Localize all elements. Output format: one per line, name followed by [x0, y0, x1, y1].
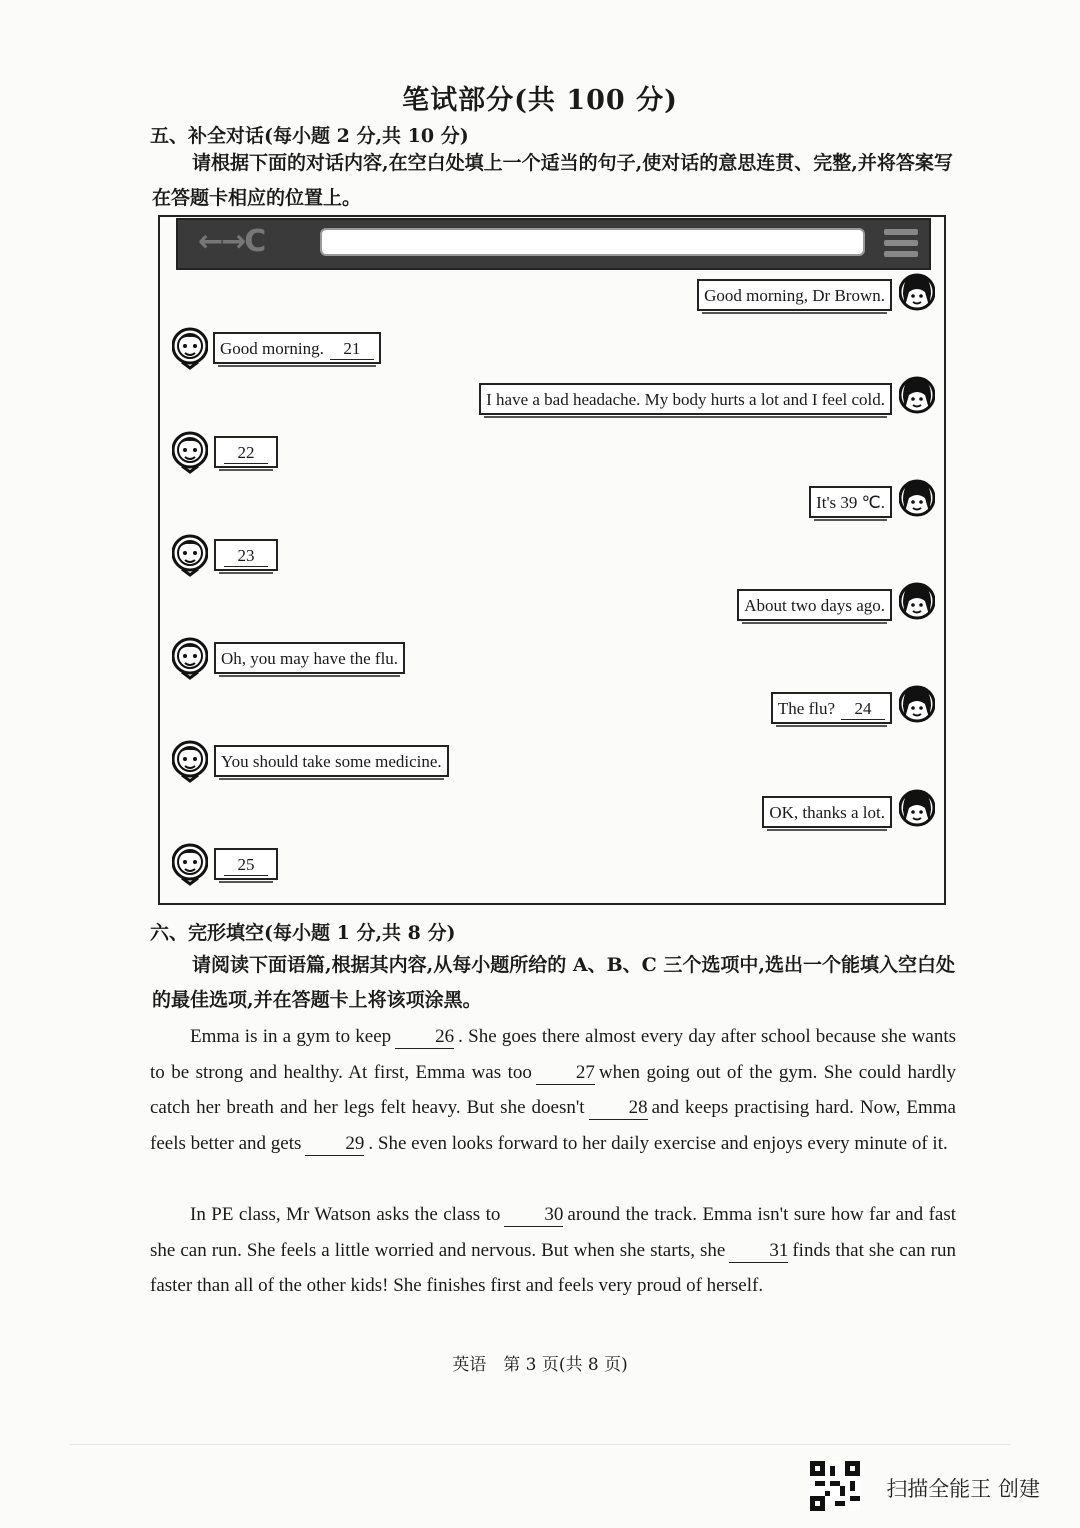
- patient-avatar-icon: [899, 375, 935, 419]
- patient-avatar-icon: [899, 478, 935, 522]
- doctor-avatar-icon: [172, 842, 208, 886]
- section6-instruction: 请阅读下面语篇,根据其内容,从每小题所给的 A、B、C 三个选项中,选出一个能填入空白处的最佳选项,并在答题卡上将该项涂黑。: [152, 954, 955, 1011]
- qr-code-icon: [810, 1461, 860, 1511]
- divider: [70, 1444, 1010, 1445]
- doctor-avatar-icon: [172, 739, 208, 783]
- passage-text: and keeps practising hard. Now, Emma feels better and gets: [150, 1097, 956, 1154]
- chat-bubble: [214, 642, 405, 674]
- blank-25: 25: [224, 855, 268, 876]
- passage-text: In PE class, Mr Watson asks the class to: [190, 1204, 501, 1225]
- chat-bubble: [697, 279, 892, 311]
- chat-bubble: [214, 539, 278, 571]
- bubble-text: I have a bad headache. My body hurts a lot and I feel cold.: [486, 390, 885, 409]
- bubble-text: You should take some medicine.: [221, 752, 442, 771]
- chat-bubble: [762, 796, 892, 828]
- menu-icon: [884, 229, 918, 262]
- page-title: 笔试部分(共 100 分): [402, 85, 678, 116]
- section6-heading: 六、完形填空(每小题 1 分,共 8 分): [150, 922, 456, 944]
- patient-avatar-icon: [899, 788, 935, 832]
- chat-bubble: [479, 383, 892, 415]
- bubble-text: Good morning.: [220, 339, 324, 358]
- chat-bubble: [771, 692, 892, 724]
- bubble-text: About two days ago.: [744, 596, 885, 615]
- bubble-text: It's 39 ℃.: [816, 493, 885, 512]
- blank-29: 29: [305, 1133, 364, 1156]
- passage-text: . She goes there almost every day after school because she wants to be strong and healthy. At first, Emma was too: [150, 1026, 957, 1083]
- blank-31: 31: [729, 1240, 788, 1263]
- address-bar: [320, 228, 865, 256]
- passage-text: . She even looks forward to her daily exercise and enjoys every minute of it.: [368, 1132, 948, 1154]
- blank-27: 27: [536, 1062, 595, 1085]
- section5-instruction: 请根据下面的对话内容,在空白处填上一个适当的句子,使对话的意思连贯、完整,并将答案写在答题卡相应的位置上。: [152, 152, 953, 209]
- bubble-text: OK, thanks a lot.: [769, 803, 885, 822]
- bubble-text: Oh, you may have the flu.: [221, 649, 399, 668]
- blank-28: 28: [589, 1097, 648, 1120]
- blank-30: 30: [504, 1204, 563, 1227]
- browser-nav-icons: ←→C: [198, 224, 265, 259]
- passage-paragraph-2: [150, 1197, 956, 1304]
- bubble-text: The flu?: [777, 699, 835, 718]
- chat-bubble: [737, 589, 892, 621]
- blank-21: 21: [330, 339, 374, 360]
- chat-bubble: [214, 745, 449, 777]
- chat-bubble: [214, 848, 278, 880]
- doctor-avatar-icon: [172, 430, 208, 474]
- chat-bubble: [809, 486, 892, 518]
- chat-bubble: [213, 332, 381, 364]
- page-footer: 英语 第 3 页(共 8 页): [452, 1355, 628, 1375]
- blank-26: 26: [395, 1026, 454, 1049]
- doctor-avatar-icon: [172, 636, 208, 680]
- patient-avatar-icon: [899, 272, 935, 316]
- chat-bubble: [214, 436, 278, 468]
- passage-text: finds that she can run faster than all of the other kids! She finishes first and feels very proud of herself.: [150, 1239, 956, 1296]
- section5-heading: 五、补全对话(每小题 2 分,共 10 分): [150, 125, 469, 147]
- passage-paragraph-1: [150, 1019, 956, 1161]
- blank-23: 23: [224, 546, 268, 567]
- scanner-watermark: 扫描全能王 创建: [886, 1477, 1040, 1501]
- doctor-avatar-icon: [172, 533, 208, 577]
- passage-text: when going out of the gym. She could hardly catch her breath and her legs felt heavy. But she doesn't: [150, 1061, 957, 1118]
- passage-text: around the track. Emma isn't sure how far and fast she can run. She feels a little worried and nervous. But when she starts, she: [150, 1204, 956, 1261]
- blank-24: 24: [841, 699, 885, 720]
- passage-text: Emma is in a gym to keep: [190, 1026, 392, 1047]
- patient-avatar-icon: [899, 581, 935, 625]
- blank-22: 22: [224, 443, 268, 464]
- bubble-text: Good morning, Dr Brown.: [704, 286, 885, 305]
- patient-avatar-icon: [899, 684, 935, 728]
- doctor-avatar-icon: [172, 326, 208, 370]
